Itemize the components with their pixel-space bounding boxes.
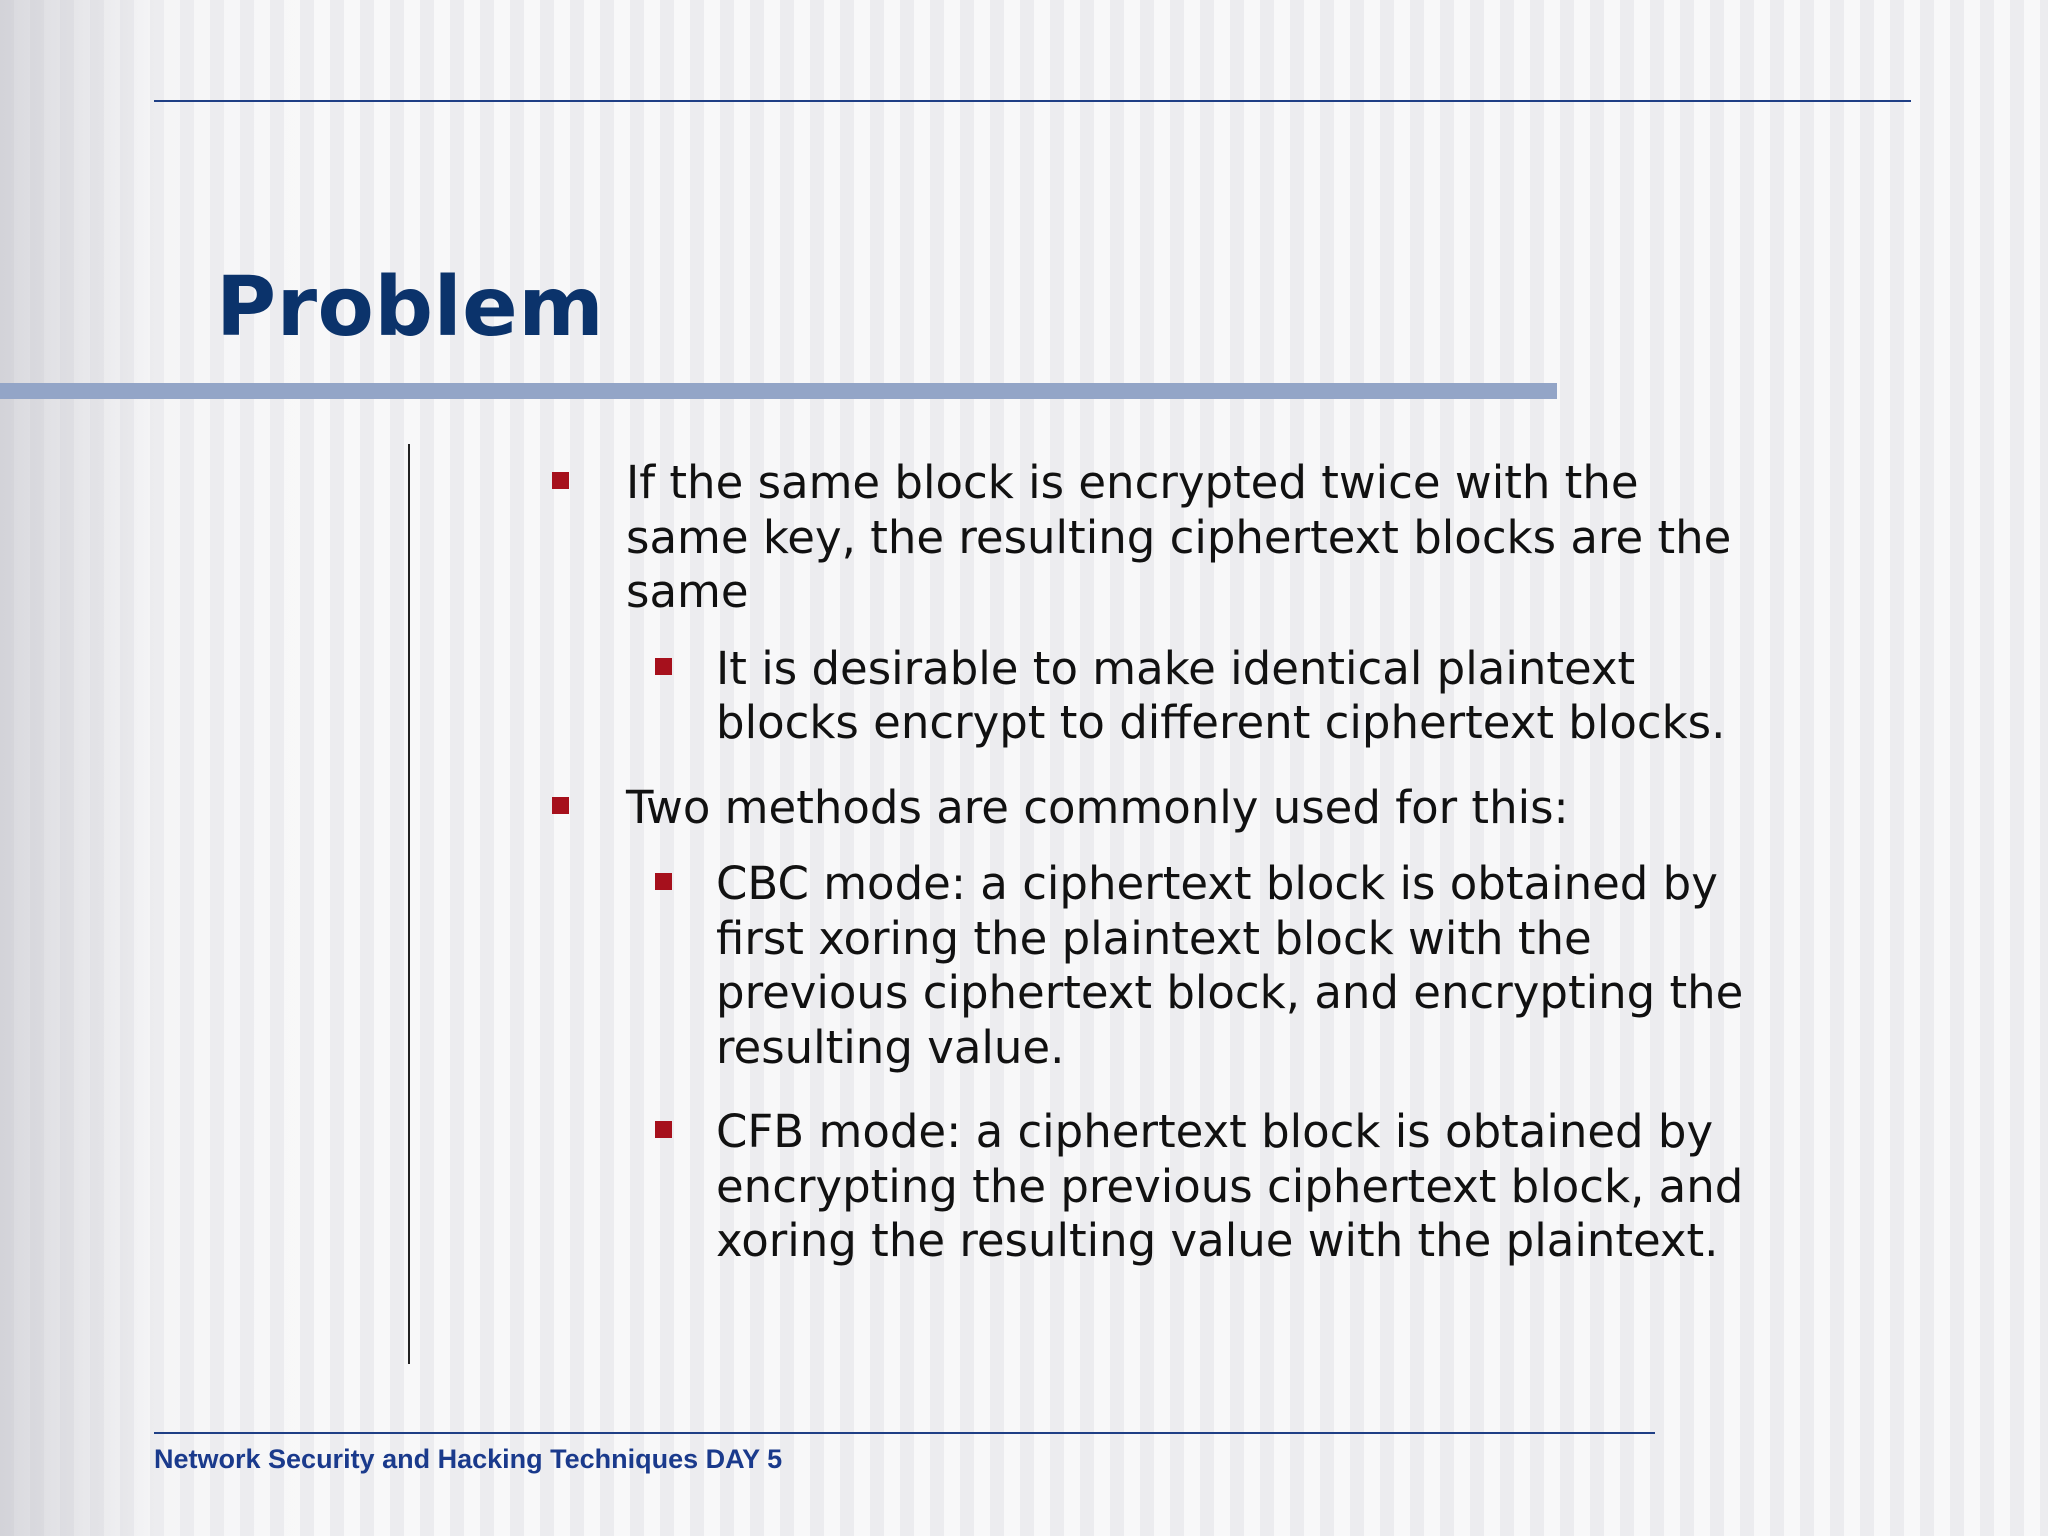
bullet-text: Two methods are commonly used for this: (626, 780, 1569, 834)
slide-title: Problem (216, 260, 605, 355)
square-bullet-icon (655, 1121, 672, 1138)
bullet-text: If the same block is encrypted twice with the same key, the resulting ciphertext blocks are the same (626, 456, 1732, 618)
sub-bullet-text: It is desirable to make identical plaintext blocks encrypt to different ciphertext blocks. (716, 641, 1726, 749)
bullet-list (548, 456, 1768, 1269)
sub-bullet-item (650, 1105, 1768, 1269)
sub-bullet-text: CFB mode: a ciphertext block is obtained by encrypting the previous ciphertext block, and xoring the resulting value with the plaintext. (716, 1105, 1744, 1267)
title-underline-band (0, 383, 1557, 399)
content-divider-line (408, 444, 410, 1364)
square-bullet-icon (655, 873, 672, 890)
bullet-item (548, 781, 1768, 836)
sub-bullet-item (650, 857, 1768, 1075)
square-bullet-icon (655, 658, 672, 675)
square-bullet-icon (552, 472, 569, 489)
top-rule (154, 100, 1911, 102)
footer-rule (154, 1432, 1655, 1434)
sub-bullet-item (650, 642, 1768, 751)
bullet-item (548, 456, 1768, 620)
footer-text: Network Security and Hacking Techniques DAY 5 (154, 1444, 783, 1474)
sub-bullet-text: CBC mode: a ciphertext block is obtained by first xoring the plaintext block with the previous ciphertext block, and encrypting the resulting value. (716, 857, 1744, 1074)
square-bullet-icon (552, 797, 569, 814)
